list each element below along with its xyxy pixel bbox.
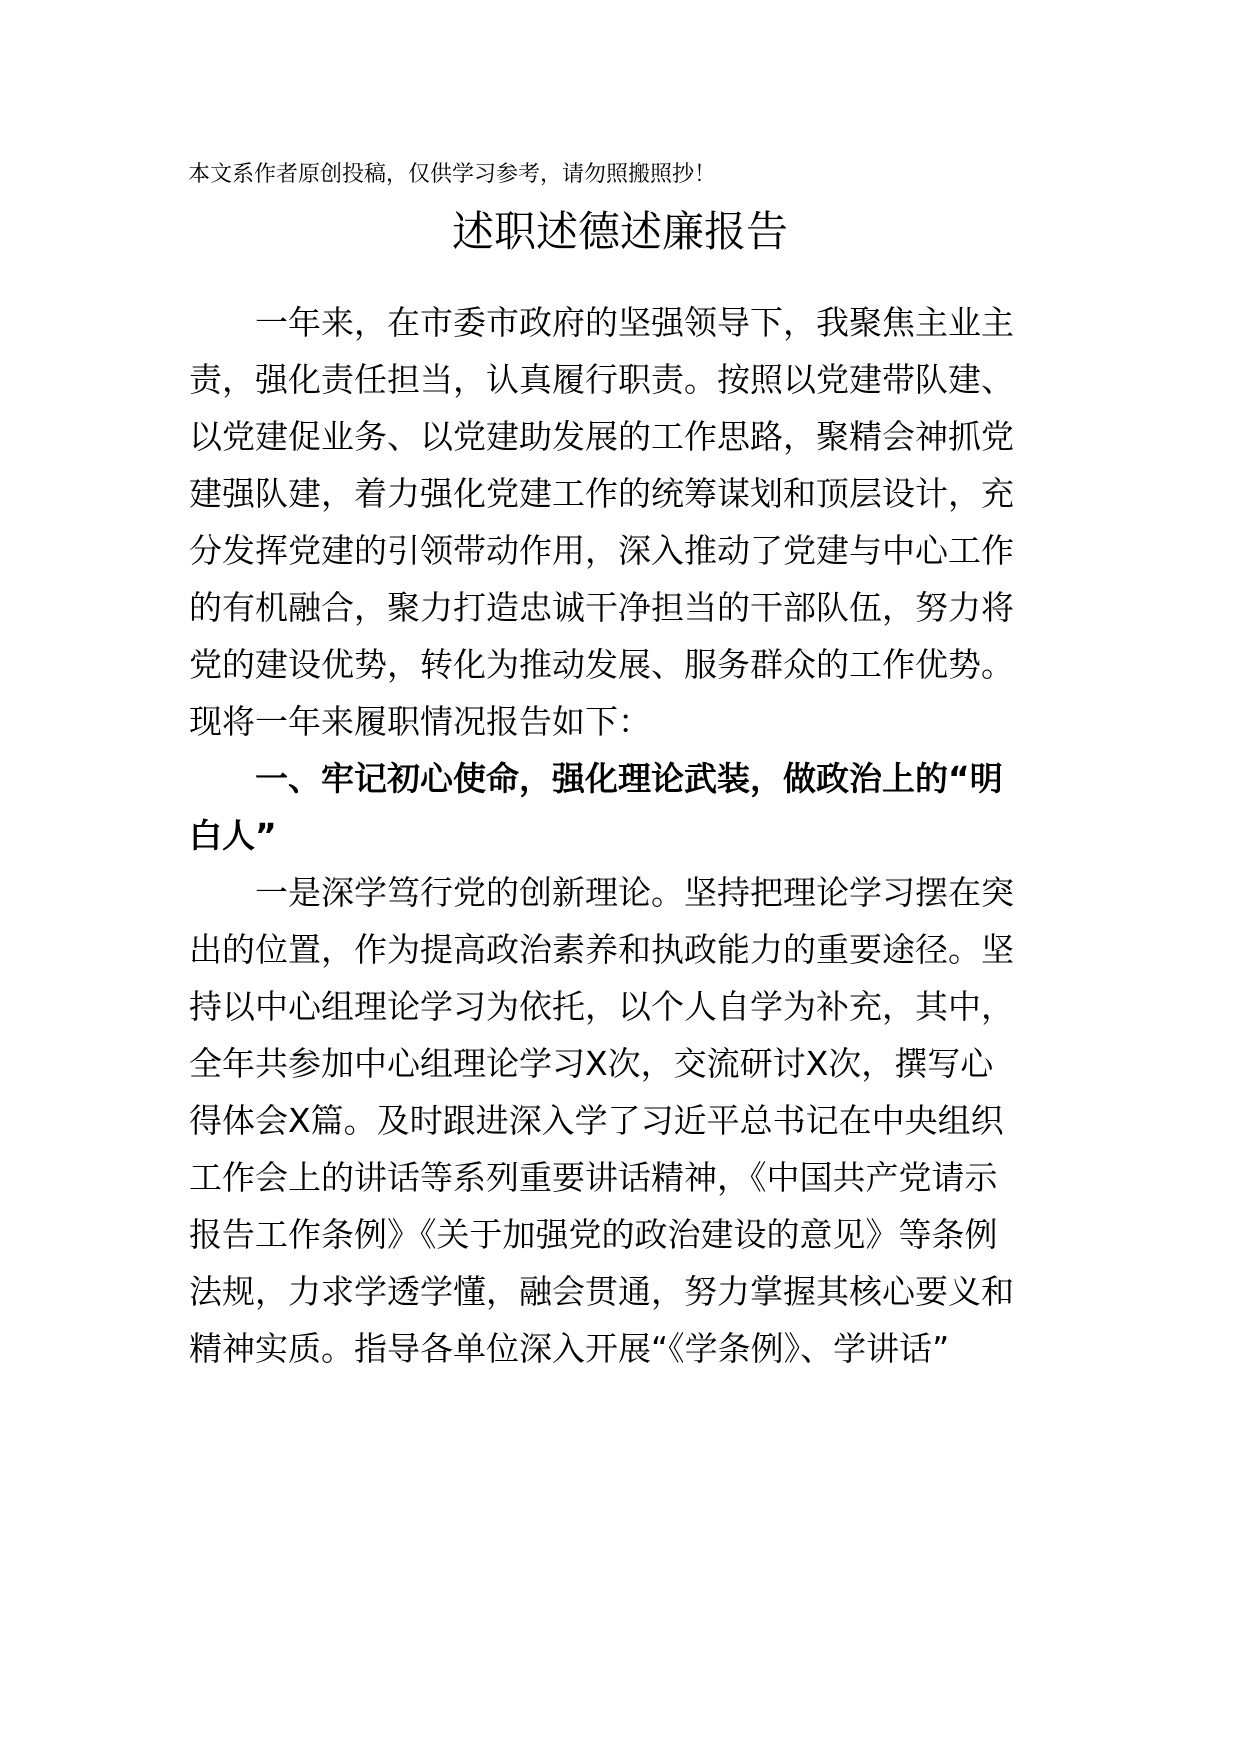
section-heading: 一、牢记初心使命，强化理论武装，做政治上的“明 <box>255 759 1003 798</box>
paragraph-line: 责，强化责任担当，认真履行职责。按照以党建带队建、 <box>189 360 1014 399</box>
paragraph-line: 以党建促业务、以党建助发展的工作思路，聚精会神抓党 <box>189 417 1014 456</box>
paragraph-line: 建强队建，着力强化党建工作的统筹谋划和顶层设计，充 <box>189 474 1014 513</box>
section-heading: 白人” <box>189 816 277 855</box>
document-title: 述职述德述廉报告 <box>451 207 788 256</box>
paragraph-line: 工作会上的讲话等系列重要讲话精神，《中国共产党请示 <box>189 1158 998 1197</box>
paragraph-line: 报告工作条例》《关于加强党的政治建设的意见》等条例 <box>189 1215 998 1254</box>
paragraph-line: 一年来，在市委市政府的坚强领导下，我聚焦主业主 <box>255 303 1014 342</box>
paragraph-line: 出的位置，作为提高政治素养和执政能力的重要途径。坚 <box>189 930 1014 969</box>
paragraph-line: 一是深学笃行党的创新理论。坚持把理论学习摆在突 <box>255 873 1014 912</box>
paragraph-line: 持以中心组理论学习为依托，以个人自学为补充，其中， <box>189 987 1014 1026</box>
paragraph-line: 全年共参加中心组理论学习X次，交流研讨X次，撰写心 <box>189 1044 994 1083</box>
paragraph-line: 现将一年来履职情况报告如下： <box>189 702 651 741</box>
paragraph-line: 得体会X篇。及时跟进深入学了习近平总书记在中央组织 <box>189 1101 1004 1140</box>
paragraph-line: 的有机融合，聚力打造忠诚干净担当的干部队伍，努力将 <box>189 588 1014 627</box>
paragraph-line: 精神实质。指导各单位深入开展“《学条例》、学讲话” <box>189 1329 950 1368</box>
copyright-notice: 本文系作者原创投稿，仅供学习参考，请勿照搬照抄！ <box>188 162 717 187</box>
paragraph-line: 法规，力求学透学懂，融会贯通，努力掌握其核心要义和 <box>189 1272 1014 1311</box>
paragraph-line: 分发挥党建的引领带动作用，深入推动了党建与中心工作 <box>189 531 1014 570</box>
paragraph-line: 党的建设优势，转化为推动发展、服务群众的工作优势。 <box>189 645 1014 684</box>
